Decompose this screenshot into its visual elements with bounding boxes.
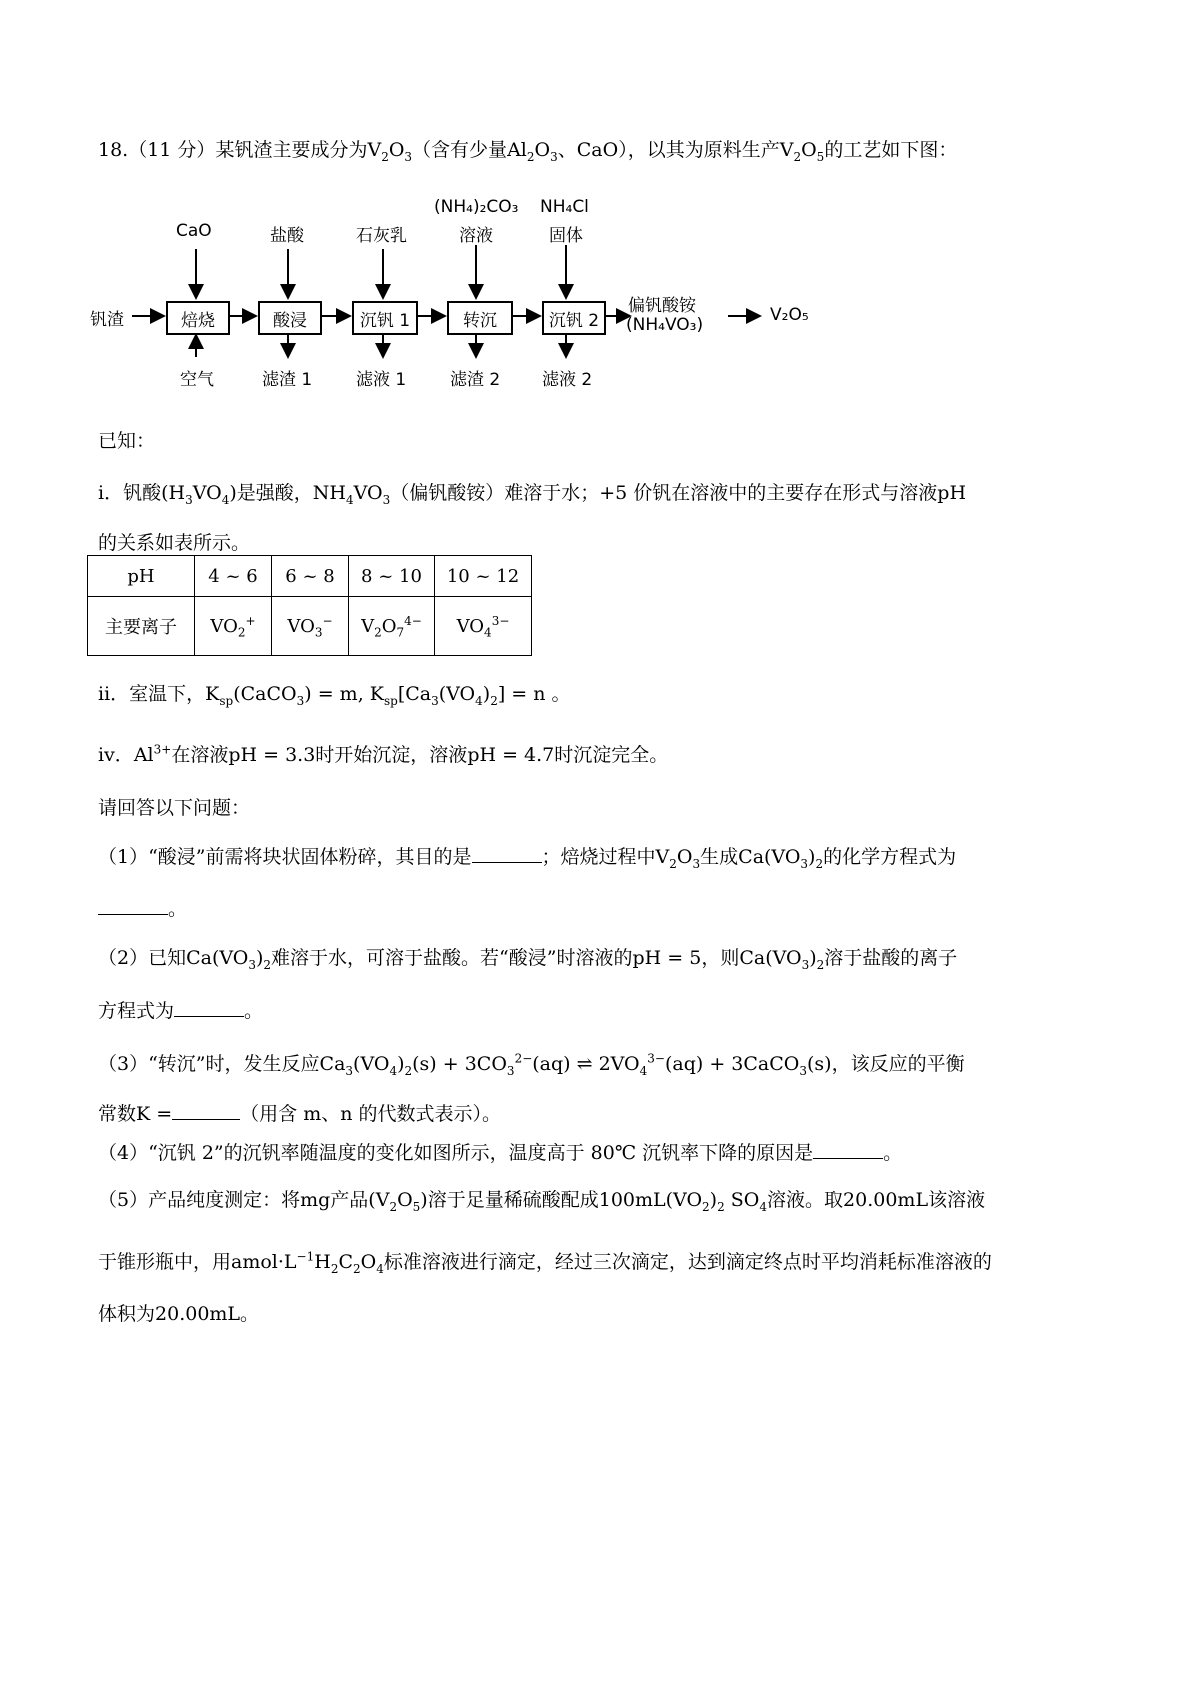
q-text: 。 — [168, 898, 188, 920]
q-text: 产品 — [330, 1189, 369, 1211]
table-row — [88, 556, 532, 597]
q-text: ，该反应的平衡 — [831, 1053, 965, 1075]
q-text: 。 — [244, 1000, 264, 1022]
known-item-iv: ⅳ．$Al^{3+}$在溶液pH = 3.3时开始沉淀，溶液pH = 4.7时沉淀完全。 — [98, 742, 669, 766]
q-text: 体积为 — [98, 1303, 156, 1325]
answer-blank[interactable] — [813, 1140, 883, 1159]
question-5-cont2 — [98, 1301, 259, 1327]
output-residue-1: 滤渣 1 — [262, 370, 313, 390]
table-header-ph: pH — [88, 556, 195, 597]
step-precipitate-1: 沉钒 1 — [352, 301, 418, 335]
item-text: pH — [937, 482, 967, 504]
table-cell: $VO_2^+$ — [195, 597, 272, 656]
item-text: 是强酸， — [236, 482, 313, 504]
question-2: （2）已知$Ca(VO_3)_2$难溶于水，可溶于盐酸。若“酸浸”时溶液的pH = 5，则$Ca(VO_3)_2$溶于盐酸的离子 — [98, 947, 958, 972]
q-text: 方程式为 — [98, 1000, 175, 1022]
table-cell: 4 ~ 6 — [195, 556, 272, 597]
q-text: ；焙烧过程中 — [541, 846, 656, 868]
step-transform: 转沉 — [447, 301, 513, 335]
intro-text: ），以其为原料生产 — [618, 139, 780, 161]
question-number: 18. — [98, 139, 129, 161]
input-ammonium-chloride-solid: 固体 — [549, 226, 583, 246]
q-text: （1）“酸浸”前需将块状固体粉碎，其目的是 — [98, 846, 472, 868]
q-text: （用含 m、n 的代数式表示）。 — [240, 1103, 502, 1125]
question-1: （1）“酸浸”前需将块状固体粉碎，其目的是 ；焙烧过程中$V_2O_3$生成$Ca(VO_3)_2$的化学方程式为 — [98, 846, 957, 871]
question-5-cont: 于锥形瓶中，用$amol\cdot L^{-1}H_2C_2O_4$标准溶液进行滴定，经过三次滴定，达到滴定终点时平均消耗标准溶液的 — [98, 1249, 992, 1276]
input-cao: CaO — [176, 221, 212, 241]
table-cell: 8 ~ 10 — [349, 556, 435, 597]
answer-blank[interactable] — [172, 1101, 240, 1120]
table-cell: 6 ~ 8 — [272, 556, 349, 597]
q-text: （3）“转沉”时，发生反应 — [98, 1053, 320, 1075]
output-filtrate-2: 滤液 2 — [542, 370, 593, 390]
input-lime-milk: 石灰乳 — [356, 226, 407, 246]
item-label: ⅰ． — [98, 482, 124, 504]
input-ammonium-carbonate: (NH₄)₂CO₃ — [434, 197, 519, 217]
item-label: ⅱ． — [98, 683, 130, 705]
item-text: 室温下， — [129, 683, 206, 705]
item-text: pH = 3.3 — [228, 744, 316, 766]
input-ammonium-chloride: NH₄Cl — [540, 197, 589, 217]
q-text: 溶液。取 — [767, 1189, 844, 1211]
known-heading: 已知： — [98, 430, 156, 452]
answer-blank[interactable] — [174, 998, 244, 1017]
question-title: 18.（11 分）某钒渣主要成分为$V_2O_3$（含有少量$Al_2O_3$、CaO），以其为原料生产$V_2O_5$的工艺如下图： — [98, 139, 958, 164]
input-ammonium-carbonate-solution: 溶液 — [459, 226, 493, 246]
product-name: 偏钒酸铵 — [628, 296, 696, 316]
q-text: pH = 5 — [632, 947, 702, 969]
q-text: 标准溶液进行滴定，经过三次滴定，达到滴定终点时平均消耗标准溶液的 — [383, 1251, 992, 1273]
q-text: 100mL — [598, 1189, 666, 1211]
ph-ion-table — [87, 555, 532, 656]
q-text: mg — [300, 1189, 331, 1211]
flow-start-label: 钒渣 — [90, 310, 124, 330]
item-text: 时开始沉淀，溶液 — [315, 744, 468, 766]
q-text: 20.00mL — [155, 1303, 241, 1325]
q-text: 该溶液 — [928, 1189, 986, 1211]
q-text: （5）产品纯度测定：将 — [98, 1189, 301, 1211]
q-text: ，则 — [701, 947, 740, 969]
q-text: 常数 — [98, 1103, 137, 1125]
item-text: 钒酸 — [123, 482, 162, 504]
item-text: 在溶液 — [171, 744, 229, 766]
table-cell: $VO_3^-$ — [272, 597, 349, 656]
known-item-i-cont: 的关系如表所示。 — [98, 532, 251, 554]
table-cell: $V_2O_7^{4-}$ — [349, 597, 435, 656]
step-roasting: 焙烧 — [166, 301, 230, 335]
intro-text: 的工艺如下图： — [824, 139, 958, 161]
step-acid-leach: 酸浸 — [258, 301, 322, 335]
process-flow-diagram — [90, 197, 910, 405]
final-product: V₂O₅ — [770, 305, 809, 325]
product-formula: (NH₄VO₃) — [626, 315, 704, 335]
q-text: 。 — [883, 1142, 903, 1164]
known-item-ii: ⅱ．室温下，$K_{sp}(CaCO_3) = m$, $K_{sp}[Ca_3(VO_4)_2] = n$ 。 — [98, 683, 571, 708]
question-4 — [98, 1140, 902, 1166]
table-cell: $VO_4^{3-}$ — [435, 597, 532, 656]
question-5: （5）产品纯度测定：将mg产品$(V_2O_5)$溶于足量稀硫酸配成$100mL(VO_2)_2$ $SO_4$溶液。取20.00mL该溶液 — [98, 1189, 986, 1214]
question-points: （11 分） — [128, 139, 216, 161]
question-3: （3）“转沉”时，发生反应$Ca_3(VO_4)_2(s) + 3CO_3^{2-}(aq)$ ⇌ $2VO_4^{3-}(aq)$ + 3CaCO$_3$(s)，该反应的平衡 — [98, 1051, 965, 1078]
item-label: ⅳ． — [98, 744, 134, 766]
input-hcl: 盐酸 — [270, 226, 304, 246]
q-text: 20.00mL — [843, 1189, 929, 1211]
table-header-ion: 主要离子 — [88, 597, 195, 656]
item-text: （偏钒酸铵）难溶于水；+5 价钒在溶液中的主要存在形式与溶液 — [390, 482, 938, 504]
question-2-cont — [98, 998, 263, 1024]
q-text: 生成 — [700, 846, 739, 868]
step-precipitate-2: 沉钒 2 — [542, 301, 606, 335]
q-text: （4）“沉钒 2”的沉钒率随温度的变化如图所示，温度高于 80℃ 沉钒率下降的原因是 — [98, 1142, 814, 1164]
answer-blank[interactable] — [98, 896, 168, 915]
intro-text: （含有少量 — [412, 139, 508, 161]
question-3-cont — [98, 1101, 501, 1127]
output-residue-2: 滤渣 2 — [450, 370, 501, 390]
q-text: 。 — [240, 1303, 260, 1325]
q-text: 于锥形瓶中，用 — [98, 1251, 232, 1273]
item-text: pH = 4.7 — [467, 744, 555, 766]
table-row — [88, 597, 532, 656]
output-filtrate-1: 滤液 1 — [356, 370, 407, 390]
intro-text: 某钒渣主要成分为 — [215, 139, 368, 161]
q-text: 溶于足量稀硫酸配成 — [427, 1189, 599, 1211]
question-1-cont — [98, 896, 187, 922]
answer-blank[interactable] — [472, 844, 542, 863]
input-air: 空气 — [180, 370, 214, 390]
known-item-i: ⅰ．钒酸$(H_3VO_4)$是强酸，$NH_4VO_3$（偏钒酸铵）难溶于水；+5 价钒在溶液中的主要存在形式与溶液pH — [98, 482, 967, 507]
questions-prompt: 请回答以下问题： — [98, 797, 251, 819]
q-text: （2）已知 — [98, 947, 187, 969]
q-text: K = — [136, 1103, 173, 1125]
table-cell: 10 ~ 12 — [435, 556, 532, 597]
q-text: 的化学方程式为 — [823, 846, 957, 868]
item-text: 时沉淀完全。 — [554, 744, 669, 766]
intro-text: 、 — [557, 139, 577, 161]
q-text: 难溶于水，可溶于盐酸。若“酸浸”时溶液的 — [271, 947, 633, 969]
q-text: 溶于盐酸的离子 — [824, 947, 958, 969]
